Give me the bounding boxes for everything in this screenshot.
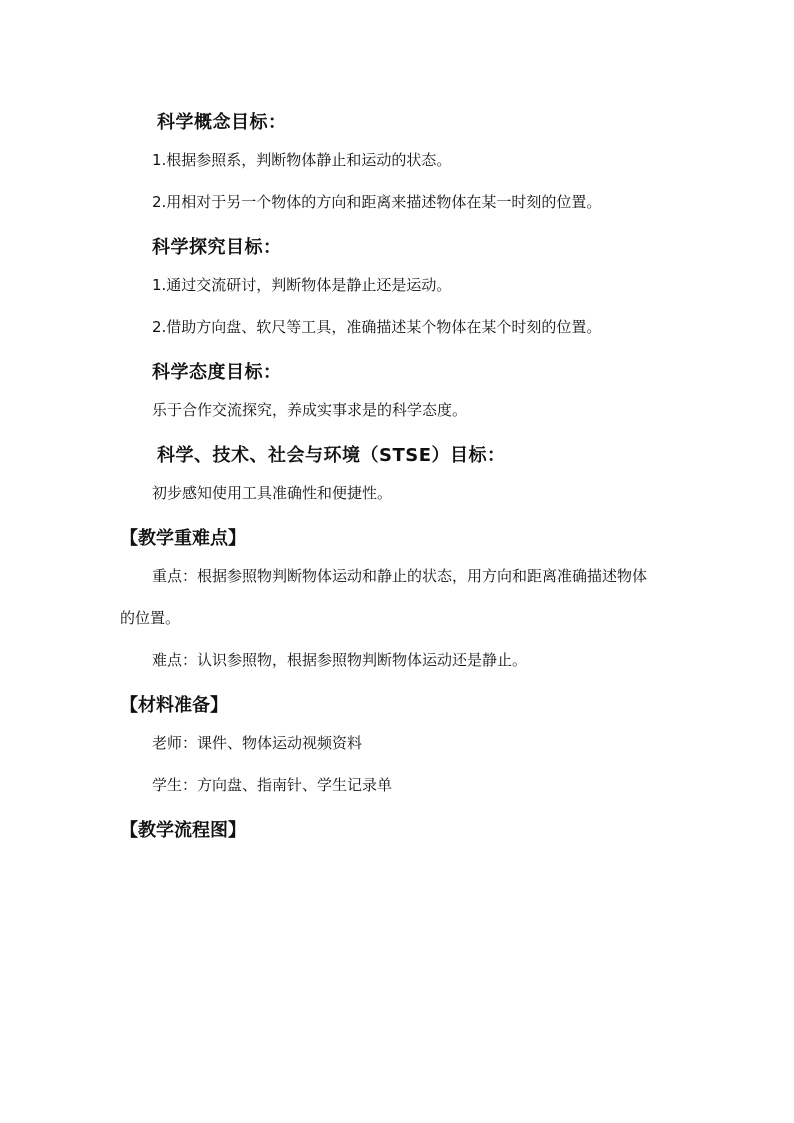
flowchart-heading: 【教学流程图】	[120, 820, 246, 841]
concept-goal-item-2: 2.用相对于另一个物体的方向和距离来描述物体在某一时刻的位置。	[152, 193, 602, 211]
attitude-goal-item-1: 乐于合作交流探究，养成实事求是的科学态度。	[152, 401, 468, 419]
attitude-goal-heading: 科学态度目标：	[152, 362, 282, 383]
inquiry-goal-item-2: 2.借助方向盘、软尺等工具，准确描述某个物体在某个时刻的位置。	[152, 318, 602, 336]
materials-heading: 【材料准备】	[120, 695, 228, 716]
key-points-heading: 【教学重难点】	[120, 528, 246, 549]
key-point-difficulty: 难点：认识参照物，根据参照物判断物体运动还是静止。	[152, 651, 528, 669]
concept-goal-item-1: 1.根据参照系，判断物体静止和运动的状态。	[152, 151, 452, 169]
materials-teacher: 老师：课件、物体运动视频资料	[152, 734, 363, 752]
key-point-focus-line-2: 的位置。	[120, 609, 181, 627]
key-point-focus-line-1: 重点：根据参照物判断物体运动和静止的状态，用方向和距离准确描述物体	[152, 567, 648, 585]
inquiry-goal-heading: 科学探究目标：	[152, 237, 282, 258]
materials-student: 学生：方向盘、指南针、学生记录单	[152, 776, 393, 794]
inquiry-goal-item-1: 1.通过交流研讨，判断物体是静止还是运动。	[152, 276, 452, 294]
stse-goal-heading: 科学、技术、社会与环境（STSE）目标：	[157, 445, 506, 466]
concept-goal-heading: 科学概念目标：	[157, 112, 287, 133]
stse-goal-item-1: 初步感知使用工具准确性和便捷性。	[152, 484, 393, 502]
